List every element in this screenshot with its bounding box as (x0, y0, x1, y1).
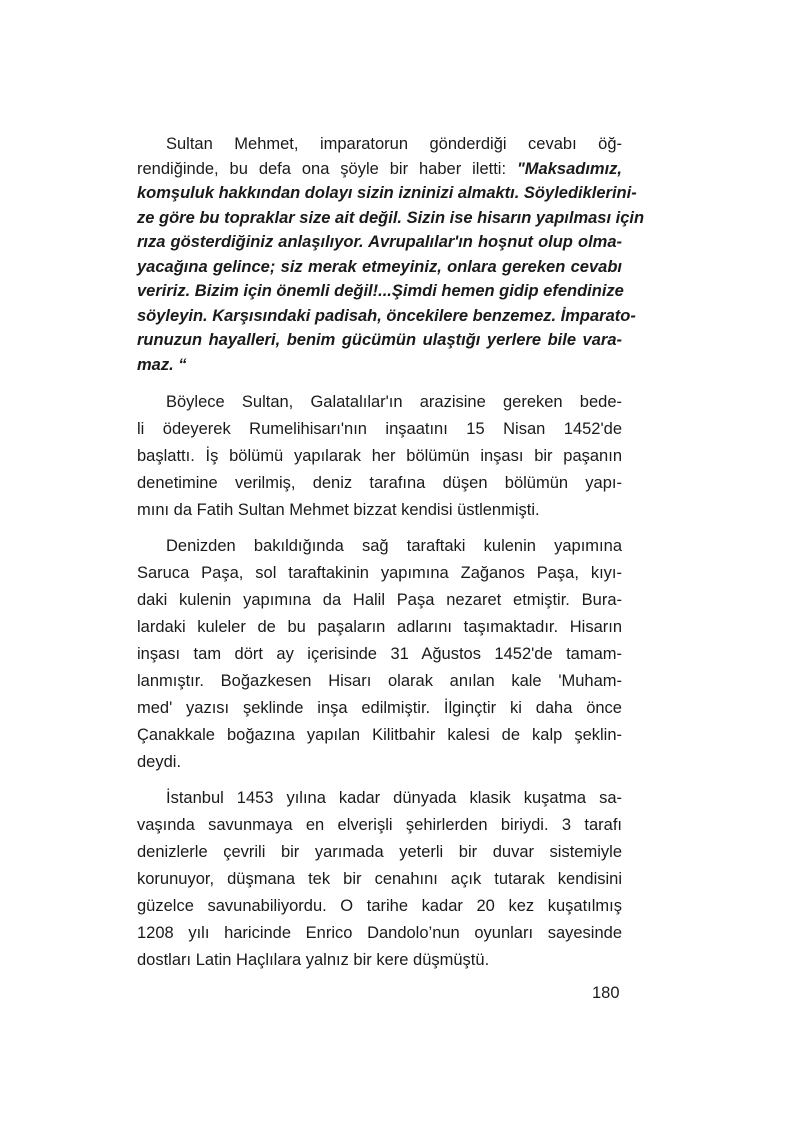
text-line: Sultan Mehmet, imparatorun gönderdiği cevabı öğ- (166, 135, 622, 153)
quote-line: ze göre bu topraklar size ait değil. Sizin ise hisarın yapılması için (137, 208, 645, 227)
text-line: denetimine verilmiş, deniz tarafına düşen bölümün yapı- (137, 474, 622, 492)
text-line: vaşında savunmaya en elverişli şehirlerden biriydi. 3 tarafı (137, 816, 622, 834)
quote-line: yacağına gelince; siz merak etmeyiniz, onlara gereken cevabı (137, 257, 622, 276)
text-line: lanmıştır. Boğazkesen Hisarı olarak anılan kale 'Muham- (137, 672, 622, 690)
text-line: lardaki kuleler de bu paşaların adlarını taşımaktadır. Hisarın (137, 618, 622, 636)
text-line: deydi. (137, 753, 182, 771)
text-line: korunuyor, düşmana tek bir cenahını açık tutarak kendisini (137, 870, 622, 888)
quote-segment: "Maksadımız, (516, 159, 622, 178)
paragraph-1 (137, 132, 645, 377)
quote-line: rıza gösterdiğiniz anlaşılıyor. Avrupalılar'ın hoşnut olup olma- (137, 233, 622, 251)
text-line: Böylece Sultan, Galatalılar'ın arazisine gereken bede- (166, 393, 622, 411)
text-line (137, 157, 622, 182)
text-line: güzelce savunabiliyordu. O tarihe kadar 20 kez kuşatılmış (137, 897, 622, 915)
text-line: li ödeyerek Rumelihisarı'nın inşaatını 15 Nisan 1452'de (137, 420, 622, 438)
quote-line: söyleyin. Karşısındaki padisah, öncekilere benzemez. İmparato- (137, 306, 636, 325)
text-line: 1208 yılı haricinde Enrico Dandolo’nun oyunları sayesinde (137, 924, 622, 942)
quote-line: veririz. Bizim için önemli değil!...Şimdi hemen gidip efendinize (137, 282, 624, 300)
quote-line: komşuluk hakkından dolayı sizin izninizi almaktı. Söylediklerini- (137, 184, 637, 202)
text-line: dostları Latin Haçlılara yalnız bir kere düşmüştü. (137, 951, 490, 969)
paragraph-2 (137, 389, 622, 524)
text-line: inşası tam dört ay içerisinde 31 Ağustos 1452'de tamam- (137, 645, 622, 663)
quote-line: runuzun hayalleri, benim gücümün ulaştığı yerlere bile vara- (137, 331, 622, 349)
page-number: 180 (592, 984, 620, 1002)
paragraph-3 (137, 533, 622, 776)
text-line: Çanakkale boğazına yapılan Kilitbahir kalesi de kalp şeklin- (137, 726, 622, 744)
text-line: başlattı. İş bölümü yapılarak her bölümün inşası bir paşanın (137, 447, 622, 465)
text-line: Saruca Paşa, sol taraftakinin yapımına Zağanos Paşa, kıyı- (137, 564, 622, 582)
text-line: denizlerle çevrili bir yarımada yeterli bir duvar sistemiyle (137, 843, 622, 861)
text-line: İstanbul 1453 yılına kadar dünyada klasik kuşatma sa- (166, 789, 622, 807)
quote-line: maz. “ (137, 355, 187, 374)
text-segment: rendiğinde, bu defa ona şöyle bir haber iletti: (137, 159, 517, 178)
text-line: Denizden bakıldığında sağ taraftaki kulenin yapımına (166, 537, 622, 555)
paragraph-4 (137, 785, 622, 974)
text-line: mını da Fatih Sultan Mehmet bizzat kendisi üstlenmişti. (137, 501, 540, 519)
text-line: daki kulenin yapımına da Halil Paşa nezaret etmiştir. Bura- (137, 591, 622, 609)
page-body (137, 132, 645, 983)
text-line: med' yazısı şeklinde inşa edilmiştir. İlginçtir ki daha önce (137, 699, 622, 717)
